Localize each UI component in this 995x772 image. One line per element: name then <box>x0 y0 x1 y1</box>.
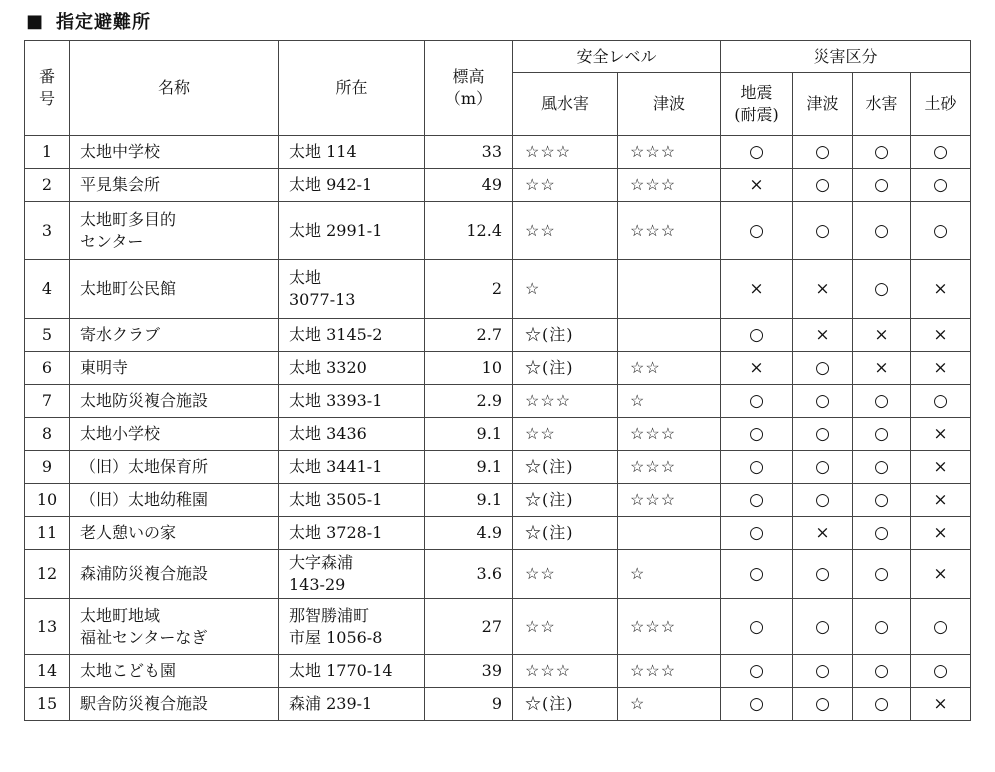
cell-landslide: × <box>911 352 971 385</box>
cell-safety-storm-flood: ☆☆ <box>513 418 618 451</box>
cell-name: 太地中学校 <box>70 136 279 169</box>
cell-flood: ○ <box>853 169 911 202</box>
cell-flood: ○ <box>853 202 911 260</box>
page-heading <box>26 8 151 34</box>
cell-landslide: × <box>911 451 971 484</box>
cell-safety-storm-flood: ☆(注) <box>513 517 618 550</box>
cell-earthquake: × <box>721 169 793 202</box>
cell-elevation: 3.6 <box>425 550 513 599</box>
cell-number: 6 <box>25 352 70 385</box>
cell-flood: × <box>853 352 911 385</box>
cell-safety-storm-flood: ☆(注) <box>513 451 618 484</box>
cell-earthquake: ○ <box>721 484 793 517</box>
cell-number: 4 <box>25 260 70 319</box>
cell-name: 駅舎防災複合施設 <box>70 688 279 721</box>
cell-elevation: 12.4 <box>425 202 513 260</box>
cell-number: 5 <box>25 319 70 352</box>
cell-location: 太地 3320 <box>279 352 425 385</box>
page-title: 指定避難所 <box>56 12 152 33</box>
col-header-earthquake: 地震 (耐震) <box>721 73 793 136</box>
cell-number: 13 <box>25 599 70 655</box>
cell-earthquake: ○ <box>721 385 793 418</box>
cell-landslide: × <box>911 260 971 319</box>
cell-tsunami: ○ <box>793 599 853 655</box>
table-row <box>25 418 971 451</box>
cell-flood: ○ <box>853 517 911 550</box>
cell-landslide: ○ <box>911 655 971 688</box>
cell-location: 森浦 239-1 <box>279 688 425 721</box>
cell-elevation: 9.1 <box>425 418 513 451</box>
table-row <box>25 517 971 550</box>
cell-name: 太地こども園 <box>70 655 279 688</box>
cell-earthquake: ○ <box>721 418 793 451</box>
col-header-disaster-category: 災害区分 <box>721 41 971 73</box>
table-row <box>25 260 971 319</box>
cell-safety-storm-flood: ☆(注) <box>513 352 618 385</box>
cell-name: 太地町多目的 センター <box>70 202 279 260</box>
cell-name: 太地町公民館 <box>70 260 279 319</box>
cell-landslide: × <box>911 418 971 451</box>
cell-name: 平見集会所 <box>70 169 279 202</box>
cell-name: 太地防災複合施設 <box>70 385 279 418</box>
col-header-flood: 水害 <box>853 73 911 136</box>
cell-earthquake: ○ <box>721 202 793 260</box>
cell-landslide: × <box>911 484 971 517</box>
cell-safety-storm-flood: ☆☆ <box>513 202 618 260</box>
cell-tsunami: ○ <box>793 418 853 451</box>
cell-safety-storm-flood: ☆(注) <box>513 484 618 517</box>
cell-number: 1 <box>25 136 70 169</box>
cell-landslide: ○ <box>911 136 971 169</box>
cell-safety-tsunami: ☆☆☆ <box>618 599 721 655</box>
cell-earthquake: ○ <box>721 688 793 721</box>
table-row <box>25 550 971 599</box>
cell-safety-tsunami: ☆ <box>618 550 721 599</box>
table-row <box>25 352 971 385</box>
cell-safety-tsunami: ☆☆☆ <box>618 136 721 169</box>
cell-elevation: 10 <box>425 352 513 385</box>
cell-safety-tsunami: ☆☆☆ <box>618 418 721 451</box>
cell-safety-tsunami <box>618 517 721 550</box>
cell-landslide: ○ <box>911 599 971 655</box>
cell-tsunami: ○ <box>793 352 853 385</box>
cell-landslide: × <box>911 688 971 721</box>
cell-name: 東明寺 <box>70 352 279 385</box>
cell-tsunami: ○ <box>793 688 853 721</box>
cell-number: 8 <box>25 418 70 451</box>
cell-tsunami: ○ <box>793 202 853 260</box>
cell-name: （旧）太地保育所 <box>70 451 279 484</box>
cell-name: 太地町地域 福祉センターなぎ <box>70 599 279 655</box>
cell-tsunami: ○ <box>793 550 853 599</box>
cell-tsunami: × <box>793 260 853 319</box>
cell-location: 太地 3505-1 <box>279 484 425 517</box>
cell-elevation: 4.9 <box>425 517 513 550</box>
table-row <box>25 202 971 260</box>
cell-elevation: 33 <box>425 136 513 169</box>
cell-number: 12 <box>25 550 70 599</box>
cell-landslide: ○ <box>911 169 971 202</box>
cell-safety-tsunami: ☆ <box>618 385 721 418</box>
cell-safety-tsunami: ☆☆☆ <box>618 202 721 260</box>
cell-location: 太地 1770-14 <box>279 655 425 688</box>
shelter-table <box>24 40 971 721</box>
table-row <box>25 385 971 418</box>
cell-flood: ○ <box>853 550 911 599</box>
cell-landslide: × <box>911 517 971 550</box>
cell-location: 太地 3728-1 <box>279 517 425 550</box>
cell-safety-tsunami: ☆☆☆ <box>618 169 721 202</box>
table-row <box>25 169 971 202</box>
cell-earthquake: ○ <box>721 655 793 688</box>
cell-tsunami: ○ <box>793 484 853 517</box>
cell-earthquake: ○ <box>721 517 793 550</box>
cell-landslide: ○ <box>911 202 971 260</box>
cell-earthquake: ○ <box>721 136 793 169</box>
cell-elevation: 27 <box>425 599 513 655</box>
cell-elevation: 49 <box>425 169 513 202</box>
cell-tsunami: × <box>793 319 853 352</box>
cell-landslide: × <box>911 550 971 599</box>
cell-safety-storm-flood: ☆ <box>513 260 618 319</box>
cell-earthquake: × <box>721 352 793 385</box>
cell-name: 森浦防災複合施設 <box>70 550 279 599</box>
cell-location: 太地 3441-1 <box>279 451 425 484</box>
cell-flood: ○ <box>853 418 911 451</box>
cell-safety-storm-flood: ☆(注) <box>513 319 618 352</box>
cell-location: 大字森浦 143-29 <box>279 550 425 599</box>
cell-number: 10 <box>25 484 70 517</box>
cell-elevation: 39 <box>425 655 513 688</box>
table-row <box>25 451 971 484</box>
cell-safety-tsunami <box>618 319 721 352</box>
col-header-storm-flood: 風水害 <box>513 73 618 136</box>
cell-location: 那智勝浦町 市屋 1056-8 <box>279 599 425 655</box>
cell-elevation: 9.1 <box>425 451 513 484</box>
cell-location: 太地 942-1 <box>279 169 425 202</box>
table-row <box>25 319 971 352</box>
cell-safety-storm-flood: ☆☆☆ <box>513 136 618 169</box>
cell-location: 太地 3436 <box>279 418 425 451</box>
cell-elevation: 9.1 <box>425 484 513 517</box>
table-row <box>25 136 971 169</box>
table-row <box>25 688 971 721</box>
cell-flood: ○ <box>853 385 911 418</box>
cell-elevation: 2 <box>425 260 513 319</box>
cell-earthquake: ○ <box>721 319 793 352</box>
table-row <box>25 599 971 655</box>
cell-number: 7 <box>25 385 70 418</box>
table-row <box>25 484 971 517</box>
cell-tsunami: ○ <box>793 385 853 418</box>
cell-location: 太地 3393-1 <box>279 385 425 418</box>
cell-location: 太地 2991-1 <box>279 202 425 260</box>
cell-flood: ○ <box>853 655 911 688</box>
col-header-name: 名称 <box>70 41 279 136</box>
cell-elevation: 2.7 <box>425 319 513 352</box>
cell-name: （旧）太地幼稚園 <box>70 484 279 517</box>
cell-location: 太地 3077-13 <box>279 260 425 319</box>
col-header-elevation: 標高 （m） <box>425 41 513 136</box>
cell-safety-tsunami <box>618 260 721 319</box>
cell-number: 2 <box>25 169 70 202</box>
cell-elevation: 2.9 <box>425 385 513 418</box>
cell-landslide: × <box>911 319 971 352</box>
cell-landslide: ○ <box>911 385 971 418</box>
cell-safety-storm-flood: ☆(注) <box>513 688 618 721</box>
col-header-cat-tsunami: 津波 <box>793 73 853 136</box>
cell-location: 太地 114 <box>279 136 425 169</box>
cell-flood: × <box>853 319 911 352</box>
cell-name: 老人憩いの家 <box>70 517 279 550</box>
cell-safety-tsunami: ☆☆ <box>618 352 721 385</box>
cell-number: 9 <box>25 451 70 484</box>
cell-elevation: 9 <box>425 688 513 721</box>
col-header-landslide: 土砂 <box>911 73 971 136</box>
cell-safety-storm-flood: ☆☆☆ <box>513 385 618 418</box>
cell-earthquake: ○ <box>721 550 793 599</box>
cell-flood: ○ <box>853 599 911 655</box>
cell-number: 11 <box>25 517 70 550</box>
cell-flood: ○ <box>853 688 911 721</box>
cell-safety-tsunami: ☆ <box>618 688 721 721</box>
cell-safety-tsunami: ☆☆☆ <box>618 451 721 484</box>
cell-name: 太地小学校 <box>70 418 279 451</box>
cell-name: 寄水クラブ <box>70 319 279 352</box>
cell-safety-storm-flood: ☆☆ <box>513 599 618 655</box>
cell-flood: ○ <box>853 451 911 484</box>
cell-tsunami: × <box>793 517 853 550</box>
cell-tsunami: ○ <box>793 655 853 688</box>
col-header-location: 所在 <box>279 41 425 136</box>
cell-safety-storm-flood: ☆☆ <box>513 550 618 599</box>
square-bullet-icon: ■ <box>26 10 45 32</box>
col-header-safety-level: 安全レベル <box>513 41 721 73</box>
cell-safety-storm-flood: ☆☆☆ <box>513 655 618 688</box>
cell-location: 太地 3145-2 <box>279 319 425 352</box>
cell-earthquake: ○ <box>721 599 793 655</box>
cell-safety-tsunami: ☆☆☆ <box>618 655 721 688</box>
cell-number: 14 <box>25 655 70 688</box>
cell-safety-tsunami: ☆☆☆ <box>618 484 721 517</box>
cell-tsunami: ○ <box>793 136 853 169</box>
cell-safety-storm-flood: ☆☆ <box>513 169 618 202</box>
cell-tsunami: ○ <box>793 451 853 484</box>
cell-number: 3 <box>25 202 70 260</box>
cell-tsunami: ○ <box>793 169 853 202</box>
cell-earthquake: × <box>721 260 793 319</box>
cell-earthquake: ○ <box>721 451 793 484</box>
col-header-tsunami: 津波 <box>618 73 721 136</box>
cell-number: 15 <box>25 688 70 721</box>
cell-flood: ○ <box>853 136 911 169</box>
col-header-number: 番 号 <box>25 41 70 136</box>
table-row <box>25 655 971 688</box>
cell-flood: ○ <box>853 260 911 319</box>
cell-flood: ○ <box>853 484 911 517</box>
